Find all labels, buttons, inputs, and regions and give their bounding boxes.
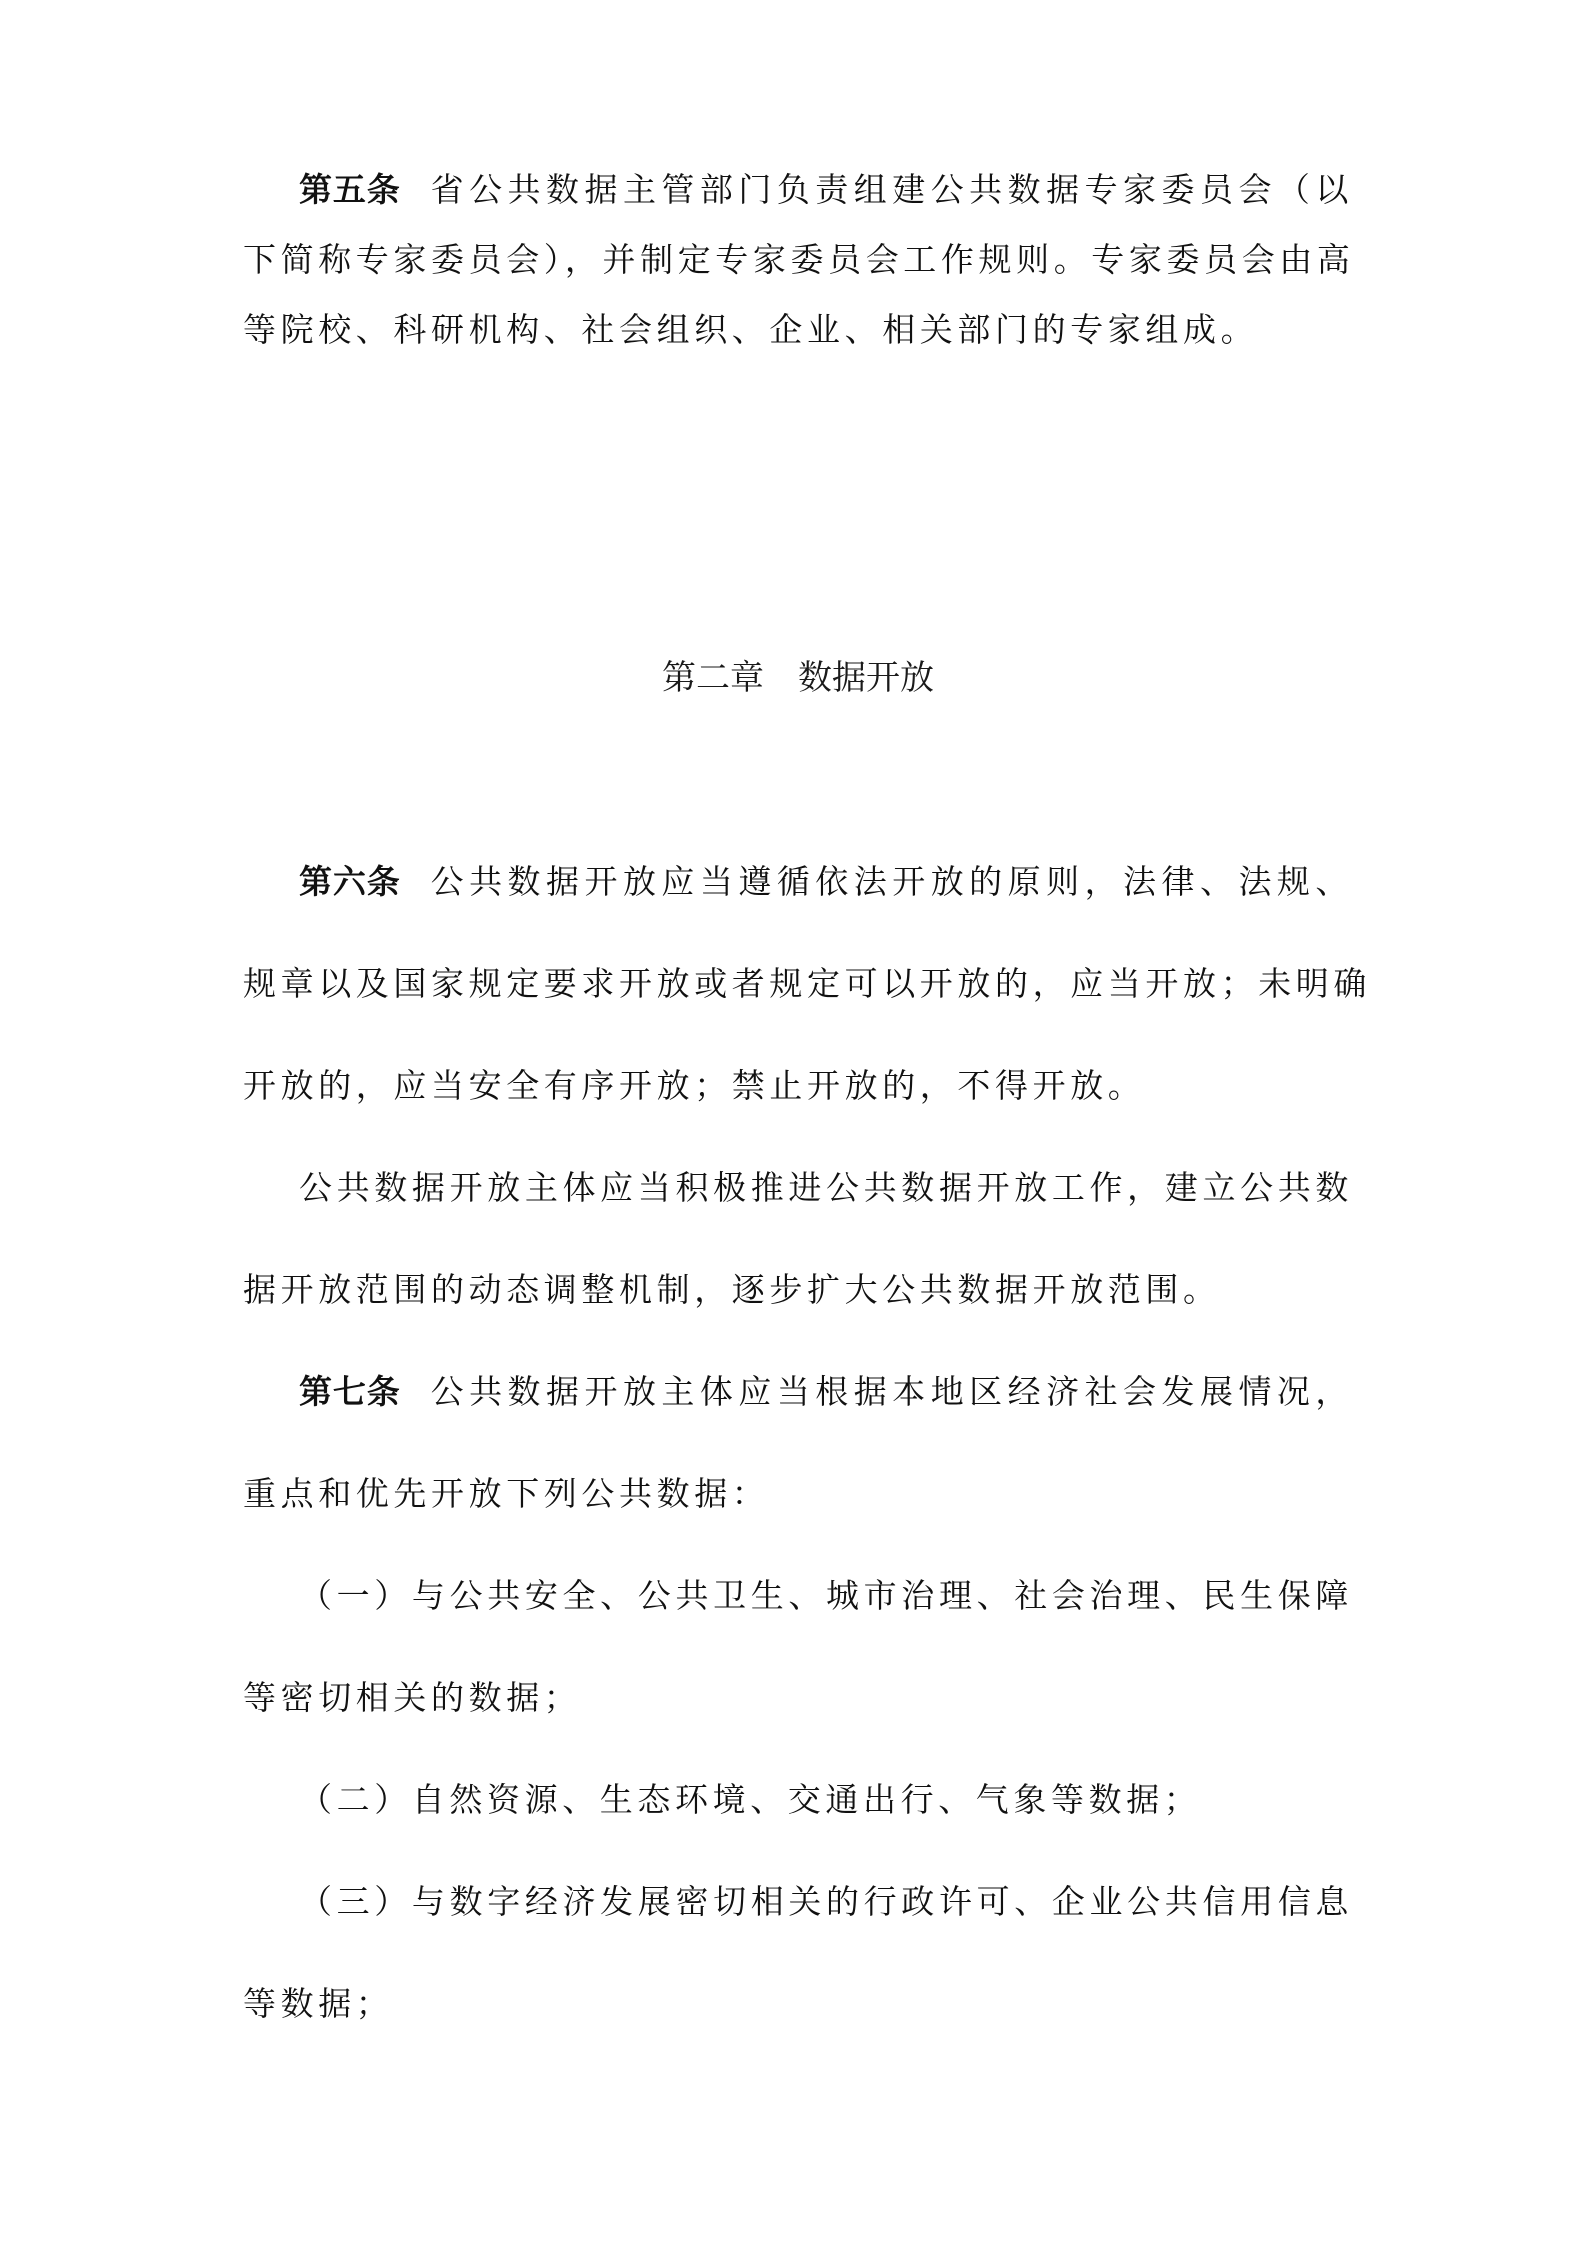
article-6-para-2-line-2: 据开放范围的动态调整机制，逐步扩大公共数据开放范围。 [243,1270,1221,1309]
article-6-line-1 [243,862,1353,902]
article-label: 第七条 [299,1372,401,1411]
list-item-1-line-1: （一）与公共安全、公共卫生、城市治理、社会治理、民生保障 [299,1576,1353,1615]
article-label: 第六条 [299,862,401,901]
article-text: 省公共数据主管部门负责组建公共数据专家委员会（以 [430,170,1353,209]
article-text: 公共数据开放主体应当根据本地区经济社会发展情况， [430,1372,1353,1411]
article-7-line-1 [243,1372,1353,1412]
chapter-number: 第二章 [662,658,764,698]
article-5-line-3: 等院校、科研机构、社会组织、企业、相关部门的专家组成。 [243,310,1259,349]
article-text: 公共数据开放应当遵循依法开放的原则，法律、法规、 [430,862,1353,901]
article-6-para-2-line-1: 公共数据开放主体应当积极推进公共数据开放工作，建立公共数 [299,1168,1353,1207]
list-item-1-line-2: 等密切相关的数据； [243,1678,582,1717]
article-5-line-1 [243,170,1353,210]
article-7-line-2: 重点和优先开放下列公共数据： [243,1474,770,1513]
list-item-2-line-1: （二）自然资源、生态环境、交通出行、气象等数据； [299,1780,1202,1819]
list-item-3-line-1: （三）与数字经济发展密切相关的行政许可、企业公共信用信息 [299,1882,1353,1921]
article-6-line-3: 开放的，应当安全有序开放；禁止开放的，不得开放。 [243,1066,1146,1105]
article-6-line-2: 规章以及国家规定要求开放或者规定可以开放的，应当开放；未明确 [243,964,1371,1003]
article-5-line-2: 下简称专家委员会），并制定专家委员会工作规则。专家委员会由高 [243,240,1355,279]
list-item-3-line-2: 等数据； [243,1984,394,2023]
chapter-title: 数据开放 [798,658,934,698]
article-label: 第五条 [299,170,401,209]
chapter-heading [243,658,1353,698]
